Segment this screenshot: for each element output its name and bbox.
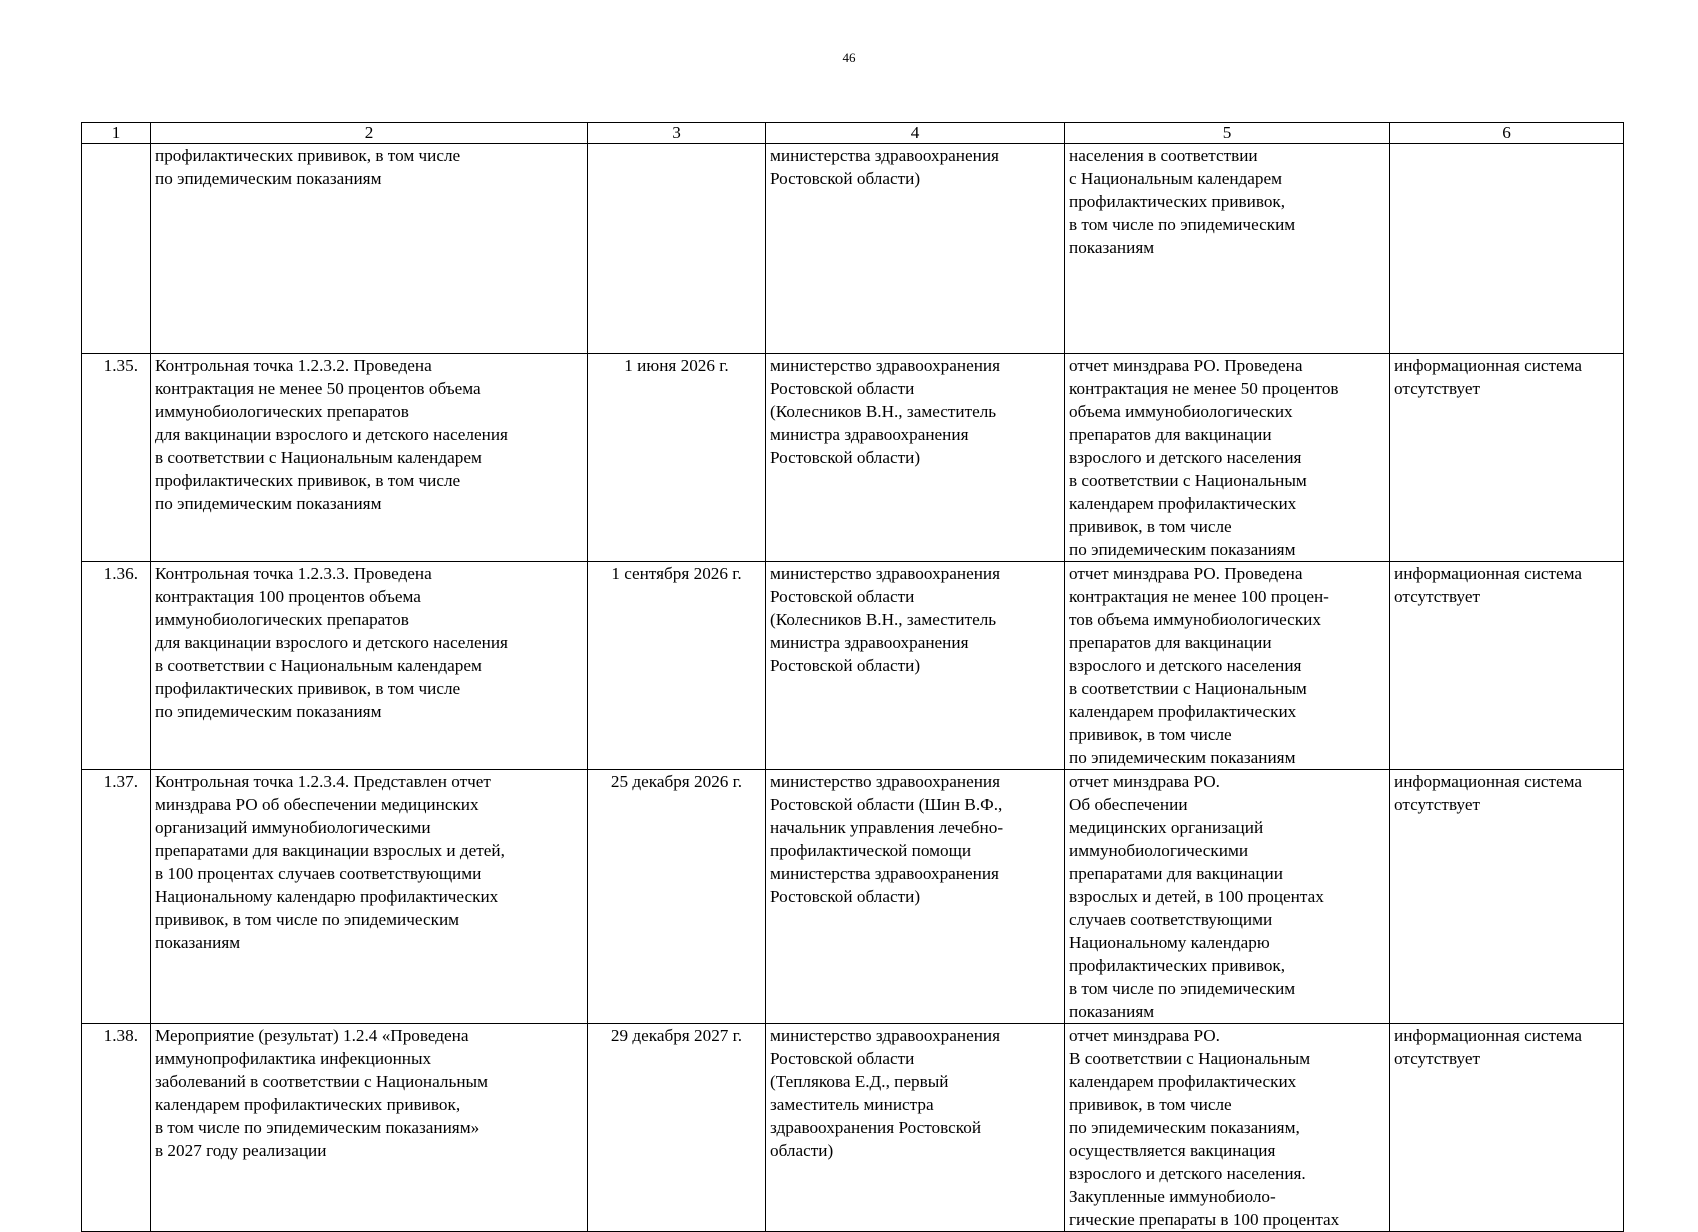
cell-text-line: отчет минздрава РО. — [1069, 1026, 1220, 1045]
responsible-cell — [766, 144, 1065, 354]
result-document-cell — [1065, 562, 1390, 770]
cell-text-line: отсутствует — [1394, 795, 1480, 814]
result-document-cell — [1065, 1024, 1390, 1232]
cell-text-line: профилактических прививок, в том числе — [155, 146, 461, 165]
cell-text-line: (Теплякова Е.Д., первый — [770, 1072, 949, 1091]
cell-text-line: препаратов для вакцинации — [1069, 425, 1272, 444]
row-number-cell: 1.36. — [82, 562, 151, 770]
cell-text-line: по эпидемическим показаниям — [155, 169, 382, 188]
cell-text-line: Национальному календарю — [1069, 933, 1270, 952]
cell-text-line: Ростовской области) — [770, 887, 921, 906]
cell-text-line: препаратов для вакцинации — [1069, 633, 1272, 652]
cell-text-line: взрослого и детского населения — [1069, 656, 1302, 675]
cell-text-line: прививок, в том числе — [1069, 517, 1232, 536]
row-number-cell — [82, 144, 151, 354]
table-row — [82, 770, 1624, 1024]
cell-text-line: области) — [770, 1141, 834, 1160]
cell-text-line: Закупленные иммунобиоло- — [1069, 1187, 1276, 1206]
column-header: 1 — [82, 123, 151, 144]
cell-text-line: в соответствии с Национальным календарем — [155, 448, 482, 467]
result-document-cell — [1065, 144, 1390, 354]
cell-text-line: Ростовской области (Шин В.Ф., — [770, 795, 1003, 814]
cell-text-line: для вакцинации взрослого и детского населения — [155, 425, 508, 444]
cell-text-line: Контрольная точка 1.2.3.2. Проведена — [155, 356, 432, 375]
cell-text-line: иммунопрофилактика инфекционных — [155, 1049, 432, 1068]
information-system-cell — [1390, 562, 1624, 770]
deadline-cell: 1 июня 2026 г. — [588, 354, 766, 562]
cell-text-line: контрактация не менее 50 процентов объема — [155, 379, 481, 398]
row-number-cell: 1.37. — [82, 770, 151, 1024]
column-header: 4 — [766, 123, 1065, 144]
cell-text-line: Ростовской области — [770, 379, 915, 398]
cell-text-line: иммунобиологических препаратов — [155, 402, 409, 421]
cell-text-line: В соответствии с Национальным — [1069, 1049, 1311, 1068]
cell-text-line: информационная система — [1394, 356, 1583, 375]
cell-text-line: минздрава РО об обеспечении медицинских — [155, 795, 479, 814]
cell-text-line: медицинских организаций — [1069, 818, 1264, 837]
cell-text-line: осуществляется вакцинация — [1069, 1141, 1276, 1160]
description-cell — [151, 770, 588, 1024]
cell-text-line: в соответствии с Национальным календарем — [155, 656, 482, 675]
cell-text-line: показаниям — [1069, 1002, 1155, 1021]
cell-text-line: для вакцинации взрослого и детского населения — [155, 633, 508, 652]
information-system-cell — [1390, 770, 1624, 1024]
cell-text-line: показаниям — [1069, 238, 1155, 257]
cell-text-line: гические препараты в 100 процентах — [1069, 1210, 1340, 1229]
table-row — [82, 562, 1624, 770]
cell-text-line: здравоохранения Ростовской — [770, 1118, 982, 1137]
cell-text-line: иммунобиологических препаратов — [155, 610, 409, 629]
cell-text-line: с Национальным календарем — [1069, 169, 1283, 188]
plan-table — [81, 122, 1624, 1232]
information-system-cell — [1390, 1024, 1624, 1232]
cell-text-line: начальник управления лечебно- — [770, 818, 1004, 837]
header-row — [82, 123, 1624, 144]
description-cell — [151, 562, 588, 770]
information-system-cell — [1390, 354, 1624, 562]
cell-text-line: препаратами для вакцинации взрослых и детей, — [155, 841, 505, 860]
cell-text-line: прививок, в том числе — [1069, 1095, 1232, 1114]
cell-text-line: министерство здравоохранения — [770, 564, 1001, 583]
column-header: 3 — [588, 123, 766, 144]
row-number-cell: 1.35. — [82, 354, 151, 562]
table-row — [82, 354, 1624, 562]
result-document-cell — [1065, 354, 1390, 562]
cell-text-line: Ростовской области) — [770, 656, 921, 675]
row-number-cell: 1.38. — [82, 1024, 151, 1232]
deadline-cell — [588, 144, 766, 354]
cell-text-line: календарем профилактических прививок, — [155, 1095, 461, 1114]
cell-text-line: в соответствии с Национальным — [1069, 679, 1307, 698]
cell-text-line: в том числе по эпидемическим — [1069, 215, 1296, 234]
cell-text-line: отчет минздрава РО. Проведена — [1069, 356, 1303, 375]
responsible-cell — [766, 1024, 1065, 1232]
cell-text-line: в соответствии с Национальным — [1069, 471, 1307, 490]
cell-text-line: контрактация не менее 100 процен- — [1069, 587, 1329, 606]
cell-text-line: иммунобиологическими — [1069, 841, 1249, 860]
page-number: 46 — [842, 50, 856, 65]
cell-text-line: министерство здравоохранения — [770, 356, 1001, 375]
cell-text-line: отсутствует — [1394, 587, 1480, 606]
information-system-cell — [1390, 144, 1624, 354]
cell-text-line: календарем профилактических — [1069, 1072, 1297, 1091]
cell-text-line: профилактических прививок, в том числе — [155, 679, 461, 698]
cell-text-line: взрослого и детского населения. — [1069, 1164, 1306, 1183]
cell-text-line: министра здравоохранения — [770, 425, 969, 444]
cell-text-line: в 2027 году реализации — [155, 1141, 327, 1160]
cell-text-line: информационная система — [1394, 1026, 1583, 1045]
cell-text-line: по эпидемическим показаниям — [155, 702, 382, 721]
cell-text-line: профилактических прививок, в том числе — [155, 471, 461, 490]
cell-text-line: Ростовской области — [770, 1049, 915, 1068]
table-body — [82, 123, 1624, 1232]
cell-text-line: календарем профилактических — [1069, 702, 1297, 721]
cell-text-line: министерства здравоохранения — [770, 864, 999, 883]
cell-text-line: контрактация 100 процентов объема — [155, 587, 421, 606]
cell-text-line: Контрольная точка 1.2.3.3. Проведена — [155, 564, 432, 583]
responsible-cell — [766, 770, 1065, 1024]
cell-text-line: случаев соответствующими — [1069, 910, 1273, 929]
cell-text-line: в том числе по эпидемическим показаниям» — [155, 1118, 480, 1137]
deadline-cell: 29 декабря 2027 г. — [588, 1024, 766, 1232]
cell-text-line: календарем профилактических — [1069, 494, 1297, 513]
cell-text-line: министерство здравоохранения — [770, 1026, 1001, 1045]
column-header: 2 — [151, 123, 588, 144]
cell-text-line: организаций иммунобиологическими — [155, 818, 431, 837]
cell-text-line: Мероприятие (результат) 1.2.4 «Проведена — [155, 1026, 469, 1045]
cell-text-line: заболеваний в соответствии с Национальным — [155, 1072, 488, 1091]
responsible-cell — [766, 354, 1065, 562]
cell-text-line: в том числе по эпидемическим — [1069, 979, 1296, 998]
responsible-cell — [766, 562, 1065, 770]
cell-text-line: показаниям — [155, 933, 241, 952]
cell-text-line: взрослых и детей, в 100 процентах — [1069, 887, 1324, 906]
cell-text-line: (Колесников В.Н., заместитель — [770, 402, 997, 421]
cell-text-line: отчет минздрава РО. — [1069, 772, 1220, 791]
cell-text-line: Контрольная точка 1.2.3.4. Представлен отчет — [155, 772, 491, 791]
cell-text-line: населения в соответствии — [1069, 146, 1258, 165]
cell-text-line: Ростовской области) — [770, 169, 921, 188]
result-document-cell — [1065, 770, 1390, 1024]
cell-text-line: профилактической помощи — [770, 841, 972, 860]
deadline-cell: 1 сентября 2026 г. — [588, 562, 766, 770]
cell-text-line: министерства здравоохранения — [770, 146, 999, 165]
cell-text-line: министерство здравоохранения — [770, 772, 1001, 791]
description-cell — [151, 354, 588, 562]
cell-text-line: тов объема иммунобиологических — [1069, 610, 1321, 629]
cell-text-line: Национальному календарю профилактических — [155, 887, 499, 906]
cell-text-line: прививок, в том числе — [1069, 725, 1232, 744]
description-cell — [151, 1024, 588, 1232]
cell-text-line: отчет минздрава РО. Проведена — [1069, 564, 1303, 583]
cell-text-line: по эпидемическим показаниям — [1069, 748, 1296, 767]
cell-text-line: отсутствует — [1394, 1049, 1480, 1068]
cell-text-line: информационная система — [1394, 772, 1583, 791]
cell-text-line: Ростовской области — [770, 587, 915, 606]
cell-text-line: министра здравоохранения — [770, 633, 969, 652]
cell-text-line: информационная система — [1394, 564, 1583, 583]
cell-text-line: контрактация не менее 50 процентов — [1069, 379, 1339, 398]
cell-text-line: по эпидемическим показаниям, — [1069, 1118, 1300, 1137]
column-header: 6 — [1390, 123, 1624, 144]
cell-text-line: заместитель министра — [770, 1095, 934, 1114]
table-row — [82, 144, 1624, 354]
cell-text-line: Ростовской области) — [770, 448, 921, 467]
cell-text-line: по эпидемическим показаниям — [1069, 540, 1296, 559]
cell-text-line: профилактических прививок, — [1069, 956, 1286, 975]
cell-text-line: профилактических прививок, — [1069, 192, 1286, 211]
table-row — [82, 1024, 1624, 1232]
cell-text-line: объема иммунобиологических — [1069, 402, 1293, 421]
cell-text-line: Об обеспечении — [1069, 795, 1188, 814]
deadline-cell: 25 декабря 2026 г. — [588, 770, 766, 1024]
cell-text-line: в 100 процентах случаев соответствующими — [155, 864, 482, 883]
cell-text-line: прививок, в том числе по эпидемическим — [155, 910, 460, 929]
cell-text-line: по эпидемическим показаниям — [155, 494, 382, 513]
cell-text-line: взрослого и детского населения — [1069, 448, 1302, 467]
cell-text-line: (Колесников В.Н., заместитель — [770, 610, 997, 629]
cell-text-line: препаратами для вакцинации — [1069, 864, 1283, 883]
cell-text-line: отсутствует — [1394, 379, 1480, 398]
column-header: 5 — [1065, 123, 1390, 144]
description-cell — [151, 144, 588, 354]
